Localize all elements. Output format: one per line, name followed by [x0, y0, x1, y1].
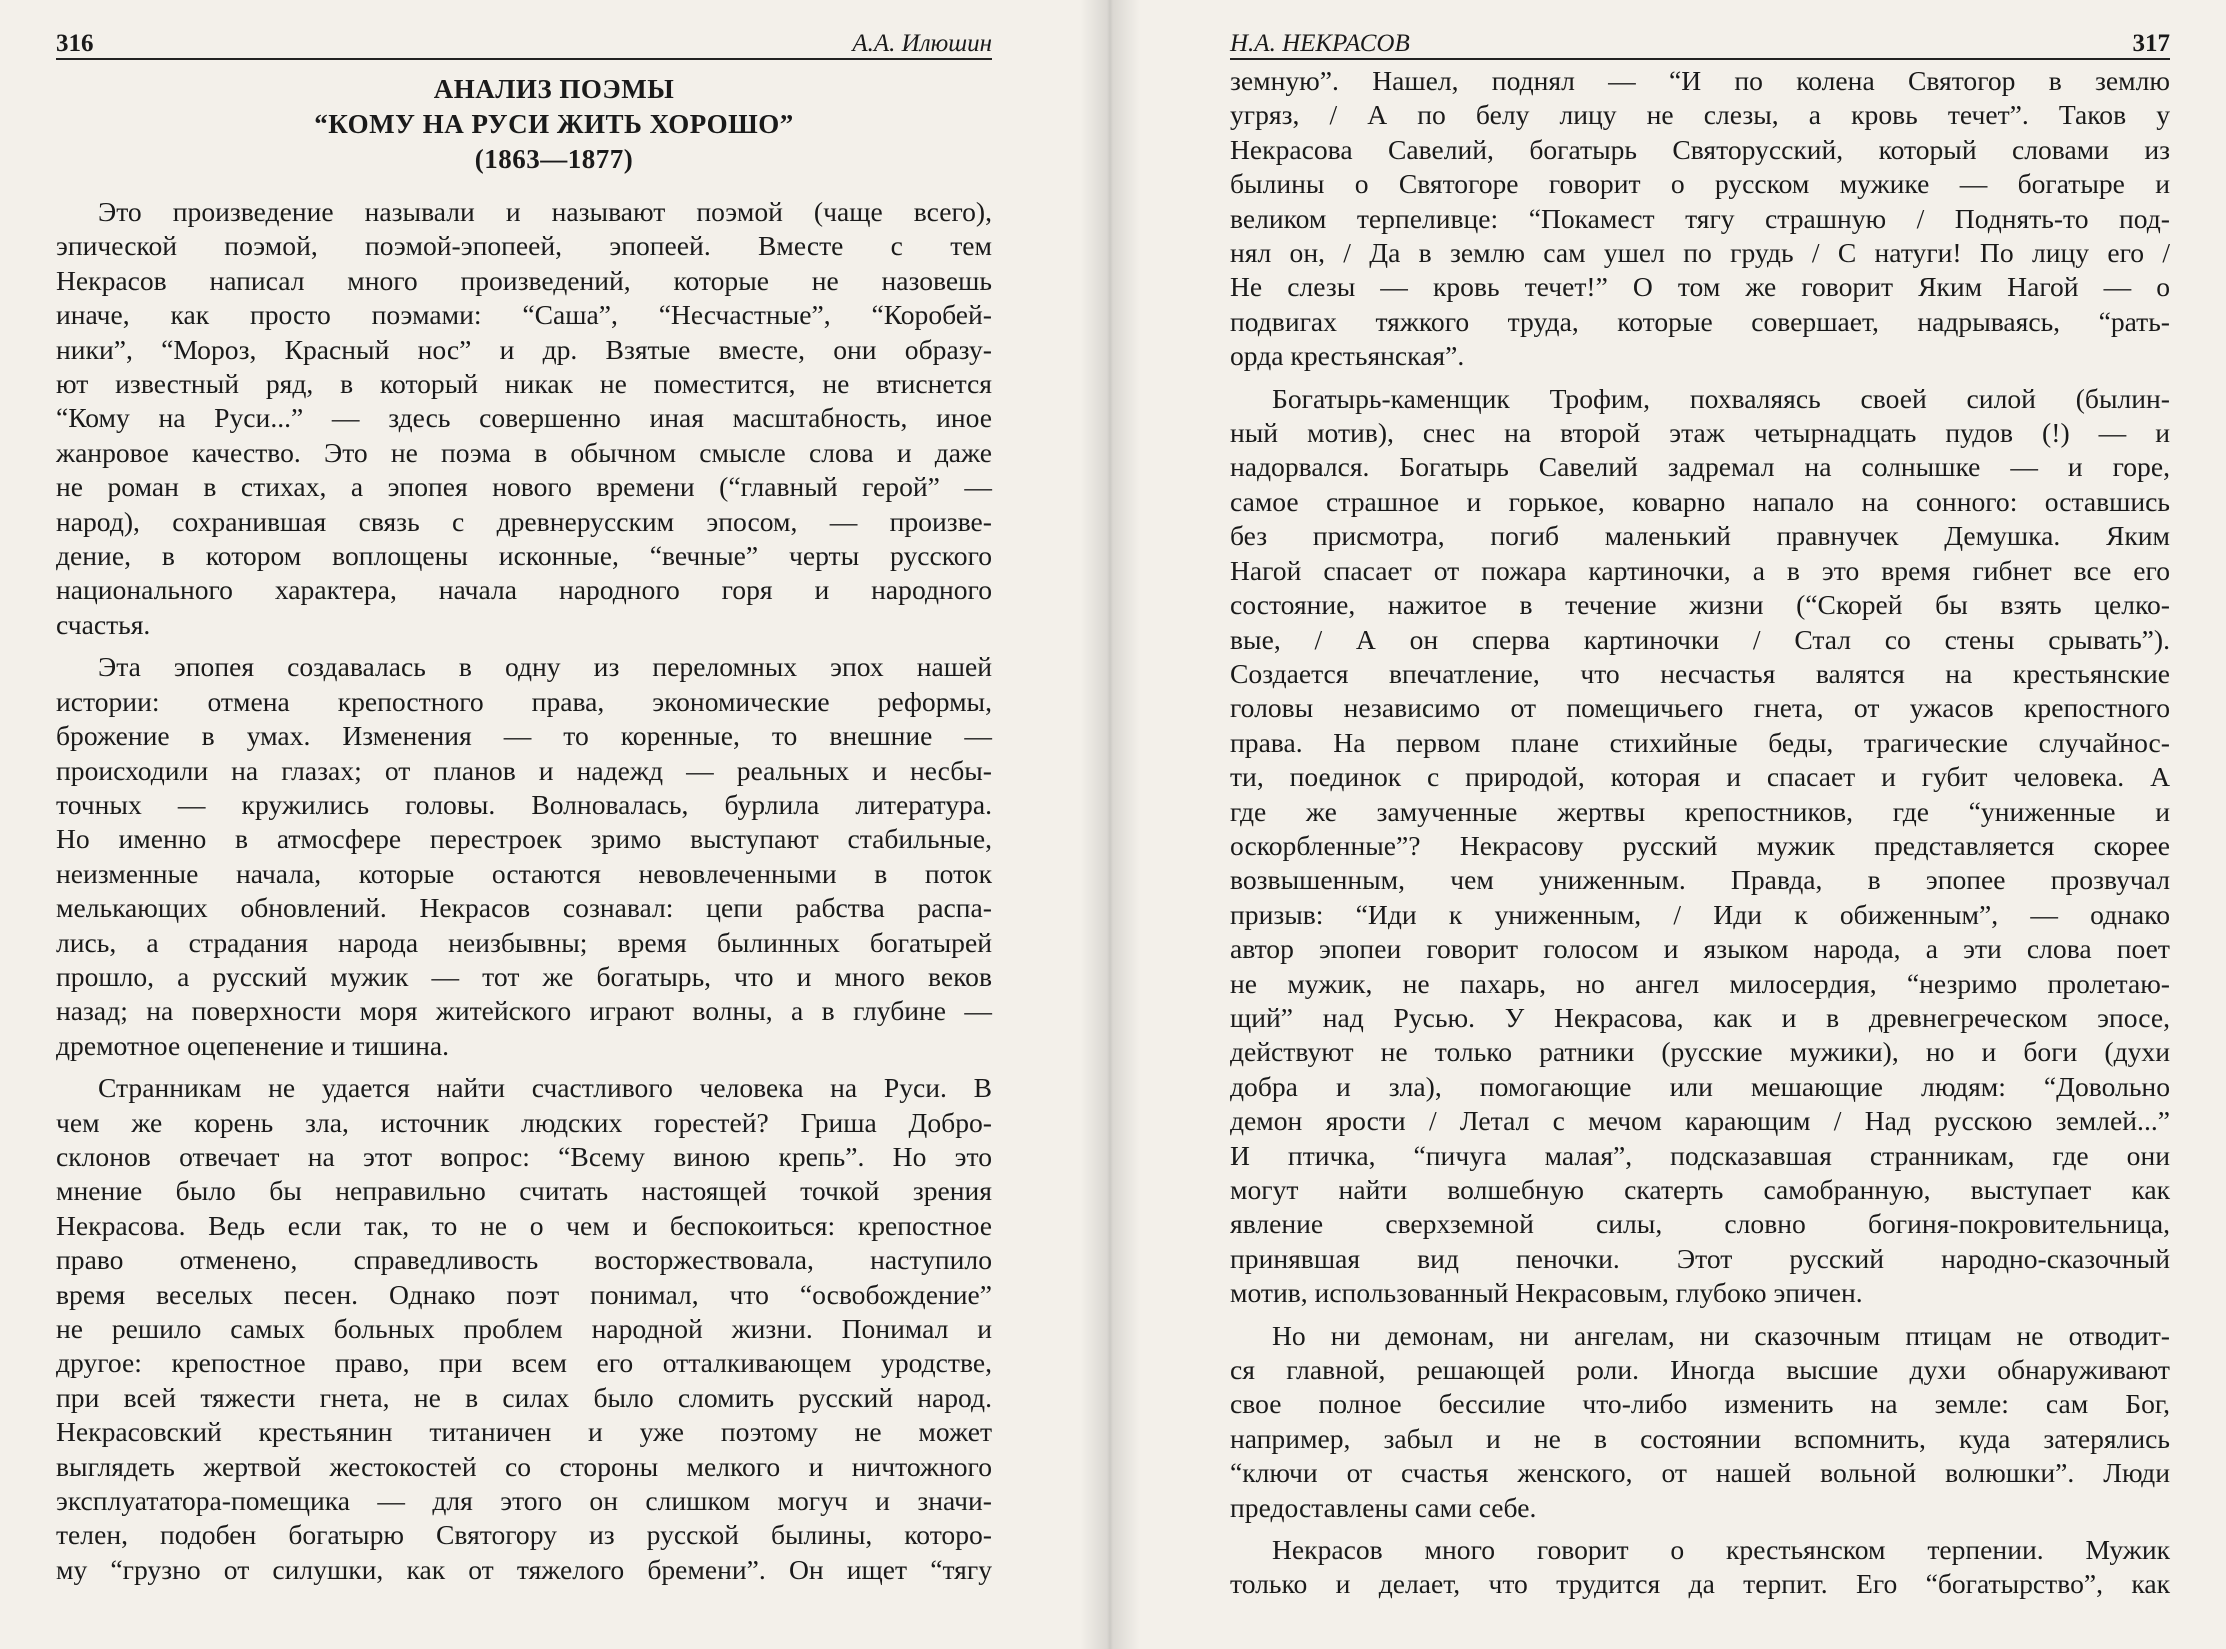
text-line: Нагой спасает от пожара картиночки, а в это время гибнет все его — [1230, 554, 2170, 586]
text-line: добра и зла), помогающие или мешающие людям: “Довольно — [1230, 1070, 2170, 1102]
paragraph — [1230, 382, 2170, 1311]
text-line: надорвался. Богатырь Савелий задремал на солнышке — и горе, — [1230, 451, 2170, 483]
left-body-text — [56, 195, 992, 1587]
right-page — [1108, 0, 2226, 1649]
paragraph-gap — [1230, 1525, 2170, 1533]
text-line: возвышенным, чем униженным. Правда, в эпопее прозвучал — [1230, 864, 2170, 896]
text-line: былины о Святогоре говорит о русском мужике — богатыре и — [1230, 168, 2170, 200]
text-line: ют известный ряд, в который никак не поместится, не втиснется — [56, 368, 992, 400]
text-line: например, забыл и не в состоянии вспомнить, куда затерялись — [1230, 1422, 2170, 1454]
text-line: дремотное оцепенение и тишина. — [56, 1029, 450, 1061]
text-line: демон ярости / Летал с мечом карающим / Над русскою землей...” — [1230, 1105, 2170, 1137]
text-line: состояние, нажитое в течение жизни (“Скорей бы взять целко- — [1230, 589, 2170, 621]
article-title — [56, 72, 992, 177]
text-line: дение, в котором воплощены исконные, “вечные” черты русского — [56, 540, 992, 572]
text-line: оскорбленные”? Некрасову русский мужик представляется скорее — [1230, 829, 2170, 861]
text-line: национального характера, начала народного горя и народного — [56, 574, 992, 606]
paragraph — [1230, 1319, 2170, 1525]
text-line: Богатырь-каменщик Трофим, похваляясь своей силой (былин- — [1272, 382, 2170, 414]
text-line: происходили на глазах; от планов и надежд — реальных и несбы- — [56, 754, 992, 786]
text-line: права. На первом плане стихийные беды, трагические случайнос- — [1230, 726, 2170, 758]
text-line: действуют не только ратники (русские мужики), но и боги (духи — [1230, 1036, 2170, 1068]
text-line: могут найти волшебную скатерть самобранную, выступает как — [1230, 1174, 2170, 1205]
text-line: великом терпеливце: “Покамест тягу страшную / Поднять-то под- — [1230, 202, 2170, 234]
text-line: где же замученные жертвы крепостников, где “униженные и — [1230, 795, 2170, 827]
page-number: 316 — [56, 30, 94, 57]
text-line: ся главной, решающей роли. Иногда высшие духи обнаруживают — [1230, 1354, 2170, 1386]
text-line: эпической поэмой, поэмой-эпопеей, эпопеей. Вместе с тем — [56, 230, 992, 262]
text-line: неизменные начала, которые остаются невовлеченными в поток — [56, 857, 992, 889]
text-line: выглядеть жертвой жестокостей со стороны мелкого и ничтожного — [56, 1450, 992, 1482]
text-line: свое полное бессилие что-либо изменить на земле: сам Бог, — [1230, 1388, 2170, 1420]
text-line: автор эпопеи говорит голосом и языком народа, а эти слова поет — [1230, 933, 2170, 965]
text-line: прошло, а русский мужик — тот же богатырь, что и много веков — [56, 960, 992, 992]
text-line: орда крестьянская”. — [1230, 340, 1465, 372]
text-line: мотив, использованный Некрасовым, глубоко эпичен. — [1230, 1277, 1863, 1309]
text-line: Некрасова Савелий, богатырь Святорусский, который словами из — [1230, 133, 2170, 165]
text-line: му “грузно от силушки, как от тяжелого бремени”. Он ищет “тягу — [56, 1553, 992, 1585]
text-line: время веселых песен. Однако поэт понимал, что “освобождение” — [56, 1278, 992, 1310]
text-line: головы независимо от помещичьего гнета, от ужасов крепостного — [1230, 692, 2170, 724]
paragraph — [1230, 1533, 2170, 1602]
text-line: “ключи от счастья женского, от нашей вольной волюшки”. Люди — [1230, 1457, 2170, 1489]
text-line: щий” над Русью. У Некрасова, как и в древнегреческом эпосе, — [1230, 1001, 2170, 1033]
text-line: счастья. — [56, 608, 151, 640]
text-line: Некрасова. Ведь если так, то не о чем и беспокоиться: крепостное — [56, 1209, 992, 1241]
text-line: принявшая вид пеночки. Этот русский народно-сказочный — [1230, 1242, 2170, 1274]
text-line: предоставлены сами себе. — [1230, 1491, 1537, 1523]
text-line: Некрасов написал много произведений, которые не назовешь — [56, 264, 992, 296]
paragraph — [1230, 64, 2170, 374]
title-line: АНАЛИЗ ПОЭМЫ — [433, 74, 675, 104]
title-line: (1863—1877) — [474, 144, 634, 174]
text-line: “Кому на Руси...” — здесь совершенно иная масштабность, иное — [56, 402, 992, 434]
text-line: не роман в стихах, а эпопея нового времени (“главный герой” — — [56, 471, 992, 503]
paragraph-gap — [56, 642, 992, 650]
text-line: без присмотра, погиб маленький правнучек Демушка. Яким — [1230, 520, 2170, 552]
text-line: Эта эпопея создавалась в одну из переломных эпох нашей — [98, 651, 992, 683]
text-line: самое страшное и горькое, коварно напало на сонного: оставшись — [1230, 485, 2170, 517]
paragraph-gap — [1230, 374, 2170, 382]
text-line: ти, поединок с природой, которая и спасает и губит человека. А — [1230, 761, 2170, 793]
text-line: народ), сохранившая связь с древнерусским эпосом, — произве- — [56, 505, 992, 537]
paragraph — [56, 195, 992, 642]
text-line: Не слезы — кровь течет!” О том же говорит Яким Нагой — о — [1230, 271, 2170, 303]
text-line: брожение в умах. Изменения — то коренные, то внешние — — [56, 720, 992, 752]
text-line: Но именно в атмосфере перестроек зримо выступают стабильные, — [56, 823, 992, 855]
text-line: И птичка, “пичуга малая”, подсказавшая странникам, где они — [1230, 1139, 2170, 1171]
text-line: нял он, / Да в землю сам ушел по грудь / С натуги! По лицу его / — [1230, 237, 2170, 269]
text-line: только и делает, что трудится да терпит. Его “богатырство”, как — [1230, 1568, 2170, 1600]
text-line: земную”. Нашел, поднял — “И по колена Святогор в землю — [1230, 65, 2170, 96]
text-line: истории: отмена крепостного права, экономические реформы, — [56, 685, 992, 717]
text-line: ный мотив), снес на второй этаж четырнадцать пудов (!) — и — [1230, 417, 2170, 449]
right-body-text — [1230, 64, 2170, 1602]
text-line: Это произведение называли и называют поэмой (чаще всего), — [98, 196, 992, 227]
paragraph — [56, 1071, 992, 1587]
running-head: А.А. Илюшин — [852, 30, 992, 57]
text-line: Создается впечатление, что несчастья валятся на крестьянские — [1230, 657, 2170, 689]
left-column — [56, 72, 992, 1587]
text-line: другое: крепостное право, при всем его отталкивающем уродстве, — [56, 1347, 992, 1379]
paragraph-gap — [1230, 1311, 2170, 1319]
text-line: не решило самых больных проблем народной жизни. Понимал и — [56, 1313, 992, 1344]
text-line: мнение было бы неправильно считать настоящей точкой зрения — [56, 1175, 992, 1207]
text-line: ники”, “Мороз, Красный нос” и др. Взятые вместе, они образу- — [56, 333, 992, 365]
left-page — [0, 0, 1108, 1649]
text-line: точных — кружились головы. Волновалась, бурлила литература. — [56, 788, 992, 820]
text-line: жанровое качество. Это не поэма в обычном смысле слова и даже — [56, 436, 992, 468]
text-line: при всей тяжести гнета, не в силах было сломить русский народ. — [56, 1381, 992, 1413]
page-number: 317 — [2132, 30, 2170, 57]
text-line: явление сверхземной силы, словно богиня-покровительница, — [1230, 1208, 2170, 1240]
text-line: право отменено, справедливость восторжествовала, наступило — [56, 1244, 992, 1276]
text-line: телен, подобен богатырю Святогору из русской былины, которо- — [56, 1519, 992, 1551]
right-page-header — [1230, 22, 2170, 60]
left-page-header — [56, 22, 992, 60]
title-line: “КОМУ НА РУСИ ЖИТЬ ХОРОШО” — [314, 109, 794, 139]
text-line: эксплуататора-помещика — для этого он слишком могуч и значи- — [56, 1485, 992, 1517]
text-line: призыв: “Иди к униженным, / Иди к обиженным”, — однако — [1230, 898, 2170, 930]
text-line: подвигах тяжкого труда, которые совершает, надрываясь, “рать- — [1230, 305, 2170, 337]
text-line: иначе, как просто поэмами: “Саша”, “Несчастные”, “Коробей- — [56, 299, 992, 331]
text-line: назад; на поверхности моря житейского играют волны, а в глубине — — [56, 995, 992, 1027]
paragraph — [56, 650, 992, 1063]
text-line: вые, / А он сперва картиночки / Стал со стены срывать”). — [1230, 623, 2170, 655]
text-line: склонов отвечает на этот вопрос: “Всему виною крепь”. Но это — [56, 1140, 992, 1172]
running-head: Н.А. НЕКРАСОВ — [1230, 30, 1410, 57]
text-line: не мужик, не пахарь, но ангел милосердия, “незримо пролетаю- — [1230, 967, 2170, 999]
paragraph-gap — [56, 1063, 992, 1071]
text-line: лись, а страдания народа неизбывны; время былинных богатырей — [56, 926, 992, 958]
text-line: Но ни демонам, ни ангелам, ни сказочным птицам не отводит- — [1272, 1319, 2170, 1351]
text-line: мелькающих обновлений. Некрасов сознавал: цепи рабства распа- — [56, 892, 992, 924]
text-line: чем же корень зла, источник людских горестей? Гриша Добро- — [56, 1106, 992, 1138]
text-line: Некрасов много говорит о крестьянском терпении. Мужик — [1272, 1534, 2170, 1566]
text-line: Странникам не удается найти счастливого человека на Руси. В — [98, 1072, 992, 1104]
text-line: угряз, / А по белу лицу не слезы, а кровь течет”. Таков у — [1230, 99, 2170, 131]
text-line: Некрасовский крестьянин титаничен и уже поэтому не может — [56, 1416, 992, 1448]
